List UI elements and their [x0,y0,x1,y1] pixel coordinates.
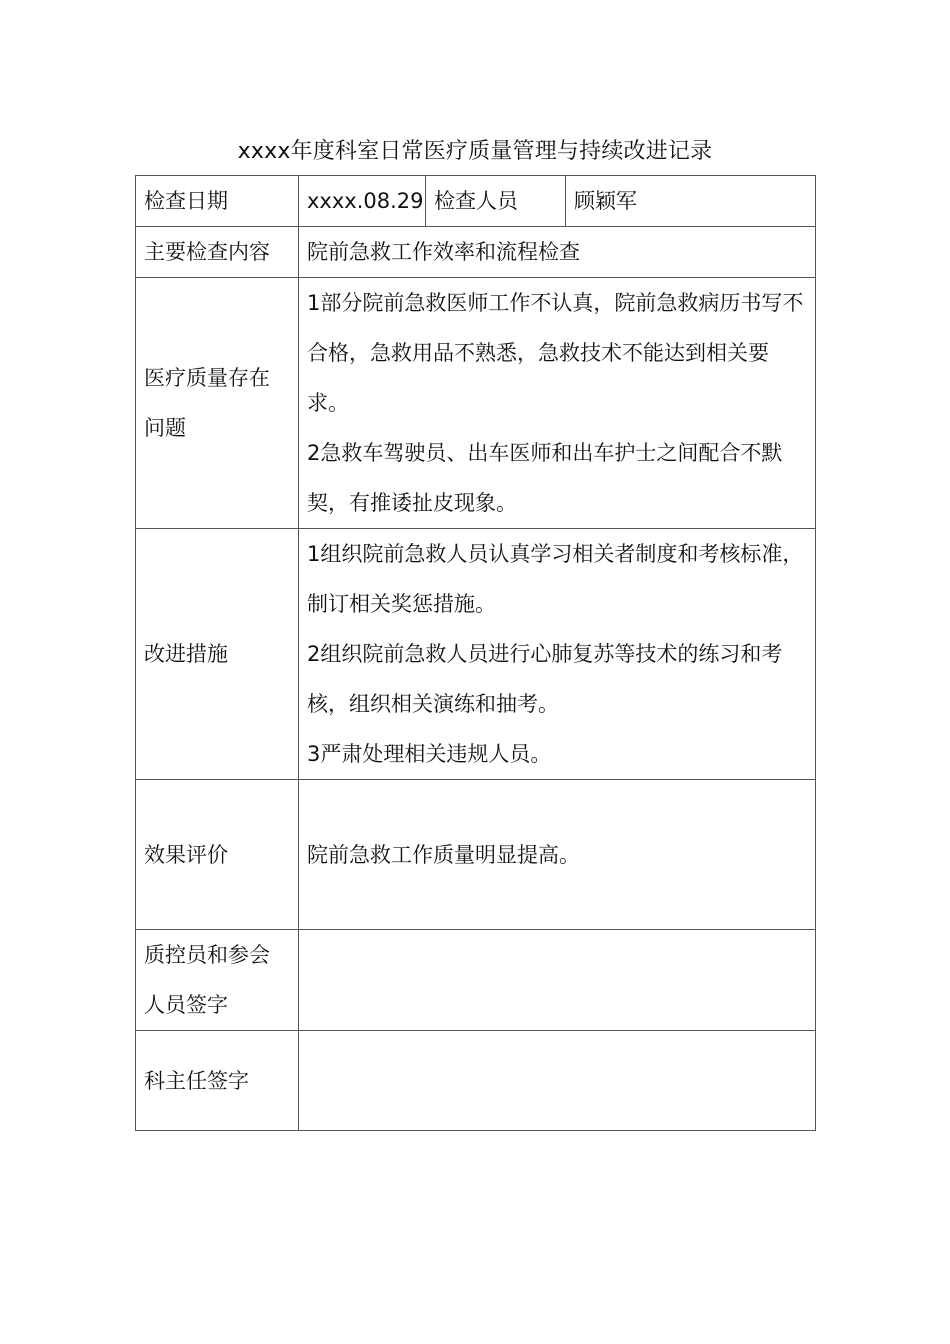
table-row [136,780,816,930]
page-title: xxxx年度科室日常医疗质量管理与持续改进记录 [237,139,713,164]
measure-item: 1组织院前急救人员认真学习相关者制度和考核标准，制订相关奖惩措施。 [307,542,804,616]
inspector-value: 顾颖军 [566,176,816,227]
issues-label: 医疗质量存在问题 [136,278,299,529]
evaluation-value: 院前急救工作质量明显提高。 [299,780,816,930]
measure-item: 3严肃处理相关违规人员。 [307,742,552,766]
qc-signature-field[interactable] [299,930,816,1031]
table-row [136,930,816,1031]
table-row [136,278,816,529]
issue-item: 1部分院前急救医师工作不认真，院前急救病历书写不合格，急救用品不熟悉，急救技术不能达到相关要求。 [307,291,804,415]
measure-item: 2组织院前急救人员进行心肺复苏等技术的练习和考核，组织相关演练和抽考。 [307,642,783,716]
issue-item: 2急救车驾驶员、出车医师和出车护士之间配合不默契，有推诿扯皮现象。 [307,441,783,515]
inspection-date-label: 检查日期 [136,176,299,227]
director-signature-label: 科主任签字 [136,1031,299,1131]
qc-signature-label: 质控员和参会人员签字 [136,930,299,1031]
table-row [136,529,816,780]
table-row [136,176,816,227]
inspection-date-value: xxxx.08.29 [299,176,426,227]
director-signature-field[interactable] [299,1031,816,1131]
quality-record-table [135,175,816,1131]
main-content-value: 院前急救工作效率和流程检查 [299,227,816,278]
measures-content [299,529,816,780]
main-content-label: 主要检查内容 [136,227,299,278]
issues-content [299,278,816,529]
inspector-label: 检查人员 [426,176,566,227]
table-row [136,1031,816,1131]
table-row [136,227,816,278]
evaluation-label: 效果评价 [136,780,299,930]
measures-label: 改进措施 [136,529,299,780]
